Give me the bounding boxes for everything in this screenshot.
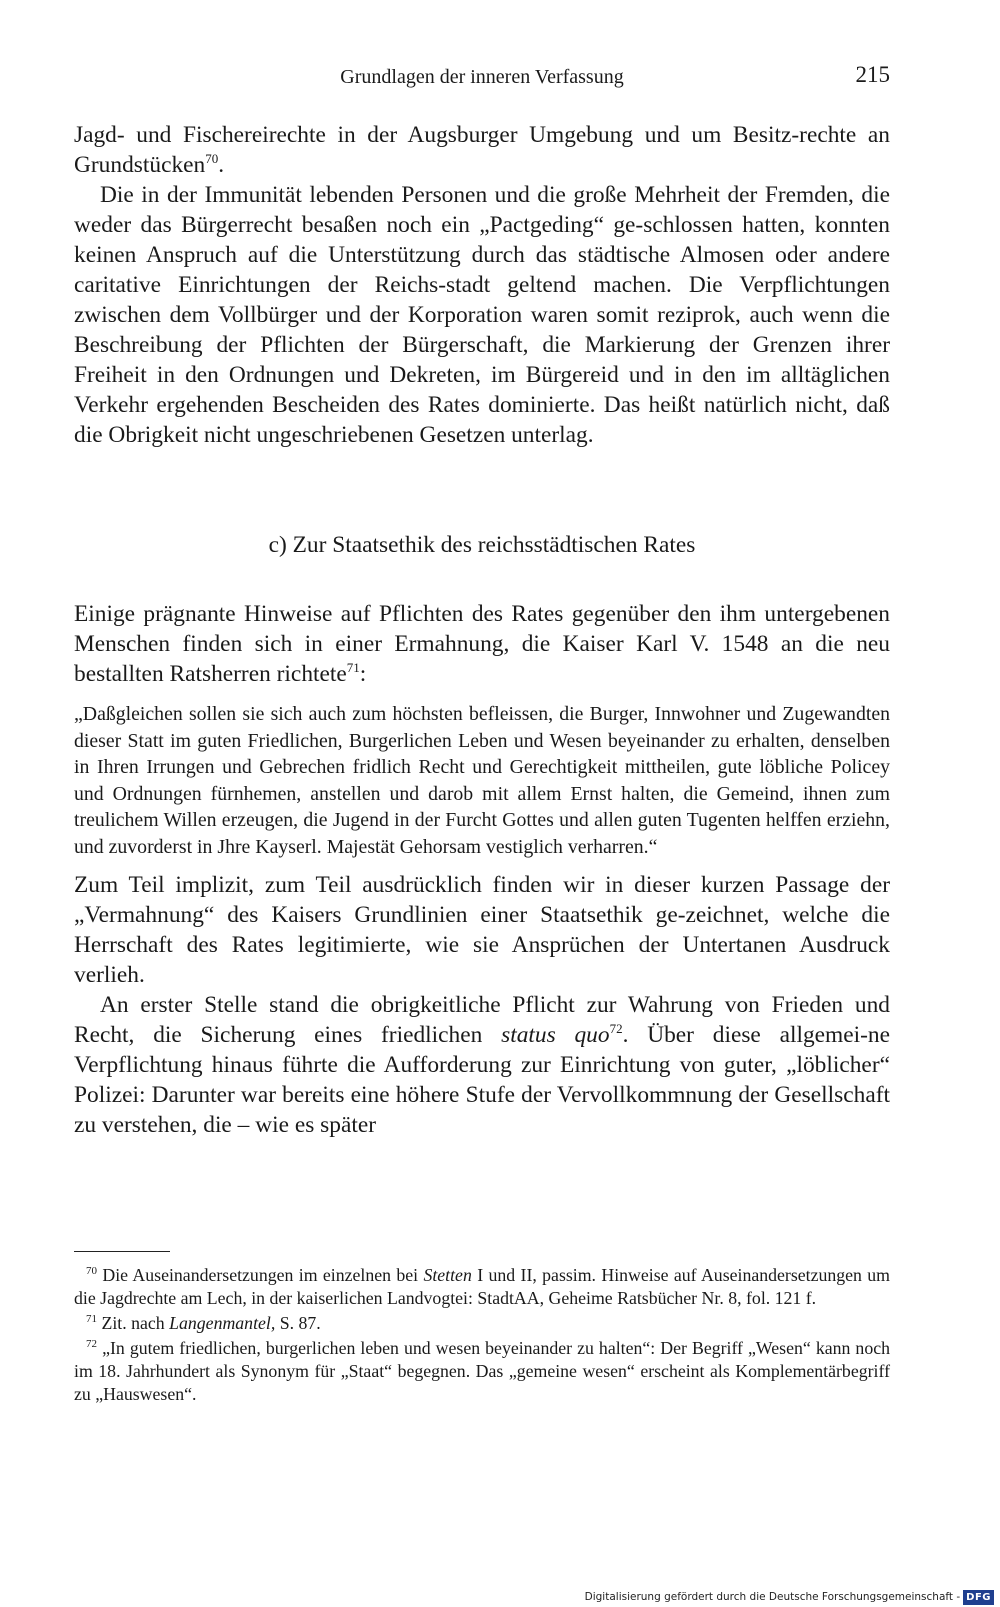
footnote-70: $^{70}$ Die Auseinandersetzungen im einzelnen bei Stetten I und II, passim. Hinweise auf Auseinandersetzungen um die Jagdrechte am Lech, in der kaiserlichen Landvogtei: StadtAA, Geheime Ratsbücher Nr. 8, fol. 121 f. [74, 1265, 891, 1308]
dfg-logo: DFG [963, 1590, 994, 1605]
block-quote: „Daßgleichen sollen sie sich auch zum höchsten befleissen, die Burger, Innwohner und Zugewandten dieser Statt im guten Friedlichen, Burgerlichen Leben und Wesen beyeinander zu erhalten, denselben in Ihren Irrungen und Gebrechen fridlich Recht und Gerechtigkeit mittheilen, gute löbliche Policey und Ordnungen fürnhemen, anstellen und darob mit allem Ernst halten, die Gemeind, ihnen zum treulichem Willen erzeugen, die Jugend in der Furcht Gottes und allen guten Tugenten helffen erziehn, und zuvorderst in Jhre Kayserl. Majestät Gehorsam vestiglich verharren.“ [74, 703, 890, 858]
footnote-ref-70[interactable]: 70 [205, 151, 219, 166]
running-title: Grundlagen der inneren Verfassung [340, 66, 624, 88]
paragraph-4: Zum Teil implizit, zum Teil ausdrücklich finden wir in dieser kurzen Passage der „Vermahnung“ des Kaisers Grundlinien einer Staatsethik ge-zeichnet, welche die Herrschaft des Rates legitimierte, wie sie Ansprüchen der Untertanen Ausdruck verlieh. [74, 872, 890, 988]
section-heading: c) Zur Staatsethik des reichsstädtischen Rates [268, 532, 696, 558]
paragraph-2: Die in der Immunität lebenden Personen und die große Mehrheit der Fremden, die weder das Bürgerrecht besaßen noch ein „Pactgeding“ ge-schlossen hatten, konnten keinen Anspruch auf die Unterstützung durch das städtische Almosen oder andere caritative Einrichtungen der Reichs-stadt geltend machen. Die Verpflichtungen zwischen dem Vollbürger und der Korporation waren somit reziprok, auch wenn die Beschreibung der Pflichten der Bürgerschaft, die Markierung der Grenzen ihrer Freiheit in den Ordnungen und Dekreten, im Bürgereid und in den im alltäglichen Verkehr ergehenden Bescheiden des Rates dominierte. Das heißt natürlich nicht, daß die Obrigkeit nicht ungeschriebenen Gesetzen unterlag. [74, 182, 890, 448]
footnote-ref-71[interactable]: 71 [346, 660, 360, 675]
running-header [74, 62, 890, 94]
footnote-ref-72[interactable]: 72 [609, 1021, 623, 1036]
paragraph-5: An erster Stelle stand die obrigkeitliche Pflicht zur Wahrung von Frieden und Recht, die Sicherung eines friedlichen status quo$^{72}$. Über diese allgemei-ne Verpflichtung hinaus führte die Aufforderung zur Einrichtung von guter, „löblicher“ Polizei: Darunter war bereits eine höhere Stufe der Vervollkommnung der Gesellschaft zu verstehen, die – wie es später [74, 992, 890, 1138]
footnote-separator [74, 1251, 170, 1252]
footnotes [74, 1264, 890, 1408]
digitization-notice: Digitalisierung gefördert durch die Deutsche Forschungsgemeinschaft - DFG [585, 1587, 994, 1607]
main-text [74, 120, 890, 1140]
page-number: 215 [855, 62, 890, 87]
footnote-72: $^{72}$ „In gutem friedlichen, burgerlichen leben und wesen beyeinander zu halten“: Der Begriff „Wesen“ kann noch im 18. Jahrhundert als Synonym für „Staat“ begegnen. Das „gemeine wesen“ erscheint als Komplementärbegriff zu „Hauswesen“. [74, 1338, 890, 1404]
paragraph-1: Jagd- und Fischereirechte in der Augsburger Umgebung und um Besitz-rechte an Grundstücken$^{70}$. [74, 122, 890, 178]
footnote-71: $^{71}$ Zit. nach Langenmantel, S. 87. [86, 1313, 321, 1333]
paragraph-3: Einige prägnante Hinweise auf Pflichten des Rates gegenüber den ihm untergebenen Menschen finden sich in einer Ermahnung, die Kaiser Karl V. 1548 an die neu bestallten Ratsherren richtete$^{71}$: [74, 601, 890, 687]
